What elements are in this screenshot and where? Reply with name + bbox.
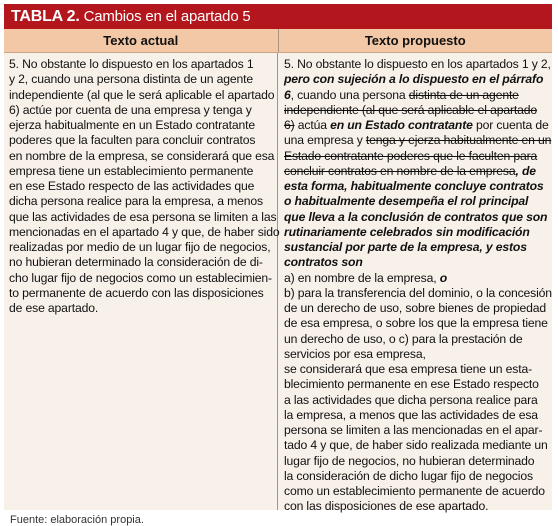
text-line: a las actividades que dicha persona realice para: [284, 392, 538, 407]
text-line: que las actividades de esa persona se limiten a las: [9, 209, 277, 224]
kept-text: actúa: [294, 118, 331, 132]
added-text-line: rutinariamente celebrados sin modificación: [284, 224, 530, 239]
deleted-text-line: Estado contratante poderes que le faculten para: [284, 148, 538, 163]
text-line: en ese Estado respecto de las actividades que: [9, 179, 255, 193]
kept-text: , cuando una persona: [290, 87, 409, 102]
text-line: [284, 271, 550, 286]
text-line: ejerza habitualmente en un Estado contratante: [9, 118, 255, 132]
deleted-text: 6): [284, 118, 295, 132]
added-text-line: sustancial por parte de la empresa, y estos: [284, 240, 527, 254]
added-text: 6: [284, 87, 291, 102]
added-text: o: [439, 270, 447, 285]
proposed-text-cell: [278, 53, 552, 514]
header-proposed-text: Texto propuesto: [278, 29, 553, 52]
added-text-line: contratos son: [284, 255, 363, 270]
current-text-cell: [4, 53, 278, 510]
added-text-line: pero con sujeción a lo dispuesto en el párrafo: [284, 72, 544, 87]
text-line: y 2, cuando una persona distinta de un agente: [9, 72, 253, 87]
added-text-line: o habitualmente desempeña el rol principal: [284, 194, 529, 209]
text-line: 6) actúe por cuenta de una empresa y tenga y: [9, 102, 252, 117]
table-title-number: TABLA 2.: [11, 8, 80, 25]
text-line: 5. No obstante lo dispuesto en los apartados 1 y 2,: [284, 57, 551, 71]
table-body-row: [4, 53, 552, 514]
comparison-table: [4, 4, 552, 514]
kept-text: a) en nombre de la empresa,: [284, 270, 440, 285]
text-line: [284, 118, 550, 133]
deleted-text: concluir contratos en nombre de la empresa: [284, 163, 516, 178]
text-line: en nombre de la empresa, se considerará que esa: [9, 148, 275, 163]
added-text-line: esta forma, habitualmente concluye contratos: [284, 179, 544, 193]
text-line: independiente (al que le será aplicable el apartado: [9, 87, 275, 102]
kept-text: por cuenta de: [472, 118, 549, 132]
table-title-text: Cambios en el apartado 5: [79, 8, 251, 25]
text-line: mencionadas en el apartado 4 y que, de haber sido: [9, 224, 280, 239]
text-line: persona se limiten a las mencionadas en el apar-: [284, 423, 543, 437]
text-line: como un establecimiento permanente de acuerdo: [284, 484, 545, 498]
text-line: b) para la transferencia del dominio, o la concesión: [284, 285, 552, 300]
text-line: to permanente de acuerdo con las disposiciones: [9, 285, 264, 300]
text-line: 5. No obstante lo dispuesto en los apartados 1: [9, 57, 254, 71]
source-note: Fuente: elaboración propia.: [10, 514, 144, 526]
text-line: de un derecho de uso, sobre bienes de propiedad: [284, 301, 546, 315]
added-text: en un Estado contratante: [330, 118, 473, 132]
added-text: , de: [515, 163, 536, 178]
text-line: un derecho de uso, o c) para la prestación de: [284, 331, 523, 346]
header-current-text: Texto actual: [103, 33, 179, 48]
text-line: servicios por esa empresa,: [284, 346, 426, 361]
text-line: la empresa, a menos que las actividades de esa: [284, 407, 538, 422]
table-title: [4, 4, 552, 29]
text-line: con las disposiciones de ese apartado.: [284, 499, 489, 514]
text-line: [284, 164, 550, 179]
text-line: poderes que la faculten para concluir contratos: [9, 133, 256, 148]
text-line: tado 4 y que, de haber sido realizada mediante un: [284, 438, 548, 453]
added-text-line: que lleva a la conclusión de contratos que son: [284, 209, 548, 224]
text-line: [284, 133, 550, 148]
text-line: [284, 88, 550, 103]
deleted-text-line: independiente (al que será aplicable el apartado: [284, 102, 537, 117]
text-line: de esa empresa, o sobre los que la empresa tiene: [284, 316, 548, 331]
text-line: de ese apartado.: [9, 301, 99, 315]
text-line: blecimiento permanente en ese Estado respecto: [284, 377, 539, 392]
text-line: dicha persona realice para la empresa, a menos: [9, 194, 263, 209]
deleted-text: tenga y ejerza habitualmente en un: [365, 133, 552, 148]
deleted-text: distinta de un agente: [408, 87, 519, 102]
text-line: no hubieran determinado la consideración de di-: [9, 255, 263, 270]
text-line: realizadas por medio de un lugar fijo de negocios,: [9, 240, 271, 254]
kept-text: una empresa y: [284, 133, 366, 148]
table-header-row: [4, 29, 552, 53]
text-line: empresa tiene un establecimiento permanente: [9, 163, 254, 178]
text-line: se considerará que esa empresa tiene un esta-: [284, 362, 532, 376]
text-line: la consideración de dicho lugar fijo de negocios: [284, 468, 533, 483]
text-line: cho lugar fijo de negocios como un establecimien-: [9, 270, 272, 285]
text-line: lugar fijo de negocios, no hubieran determinado: [284, 453, 535, 468]
